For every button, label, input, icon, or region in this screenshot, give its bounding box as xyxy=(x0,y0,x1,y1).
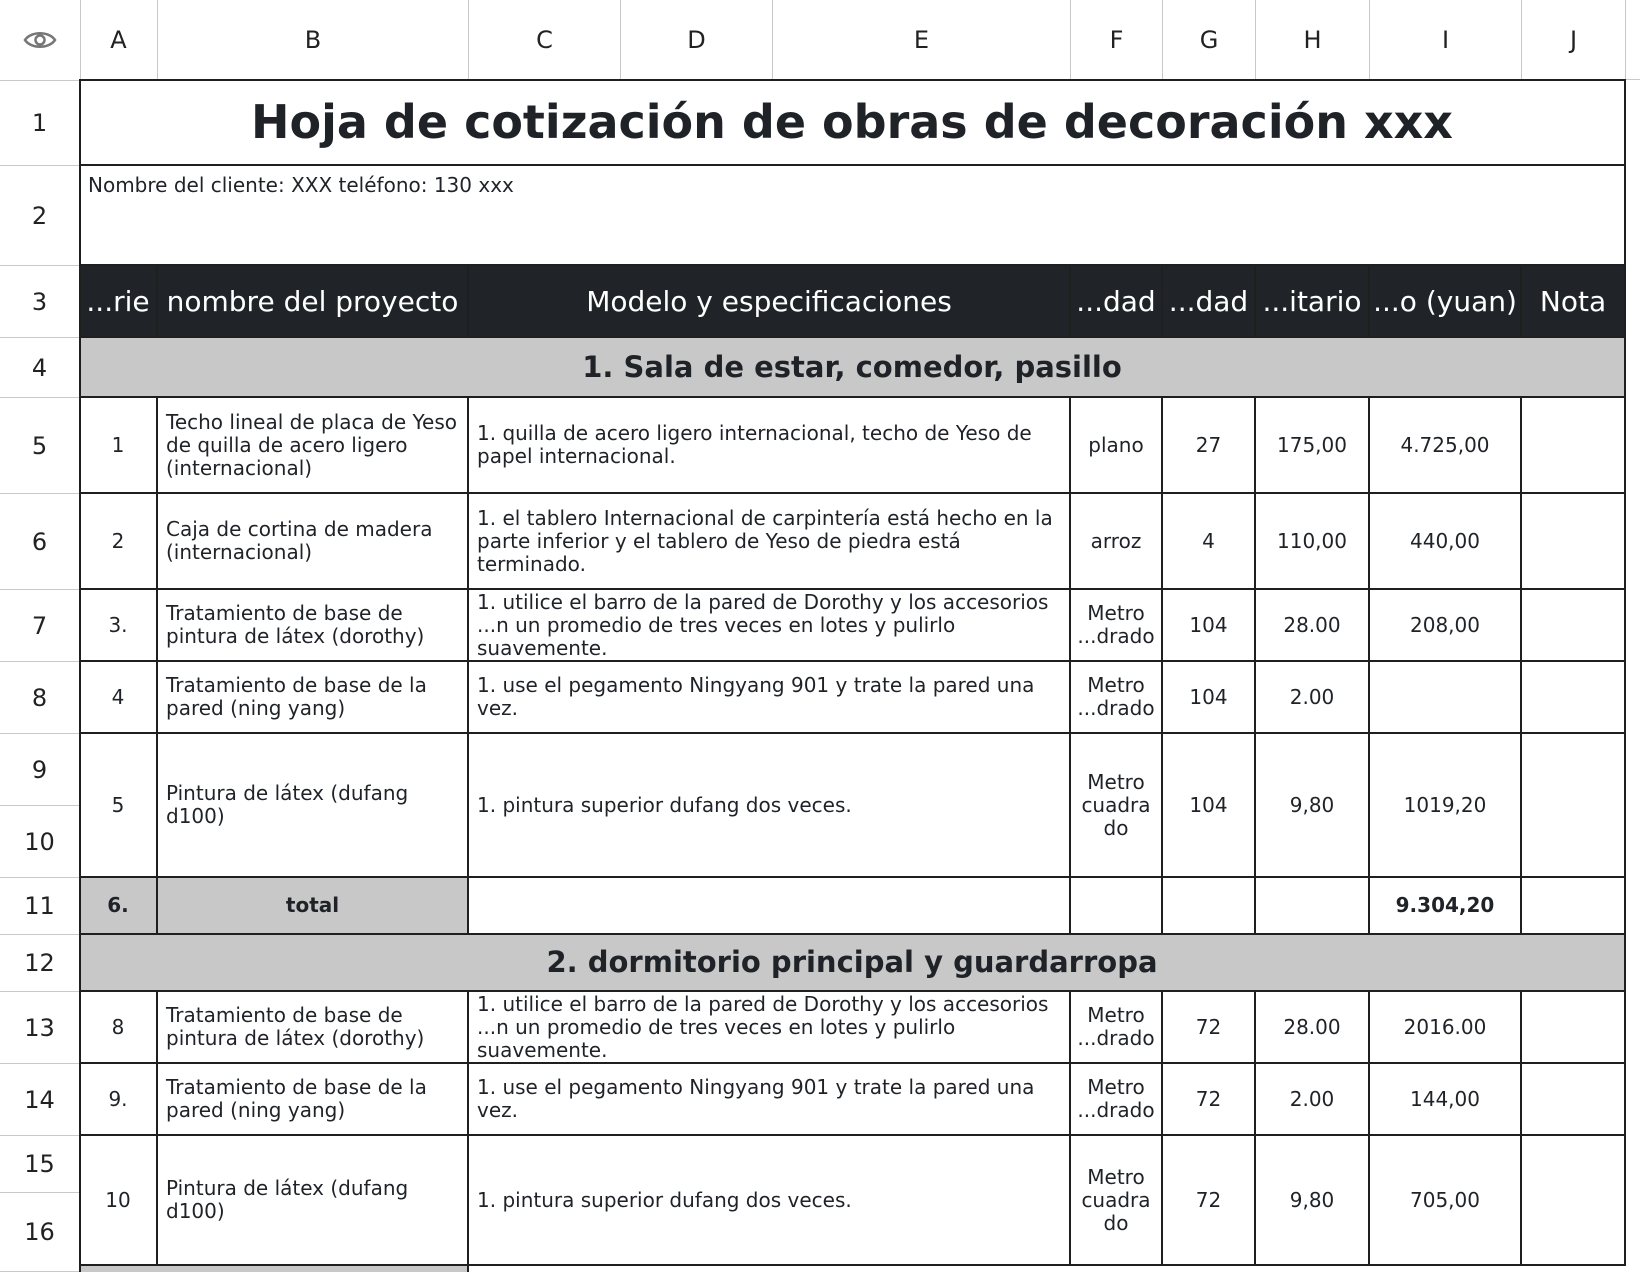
row-header-5[interactable]: 5 xyxy=(0,398,80,494)
item-note[interactable] xyxy=(1522,590,1626,662)
item-quantity[interactable]: 104 xyxy=(1163,734,1256,878)
item-number[interactable]: 3. xyxy=(80,590,158,662)
row-header-11[interactable]: 11 xyxy=(0,878,80,935)
item-name[interactable]: Caja de cortina de madera (internacional) xyxy=(158,494,469,590)
table-border-left xyxy=(79,79,81,1272)
visibility-toggle[interactable] xyxy=(0,0,81,81)
column-header-b[interactable]: B xyxy=(158,0,469,80)
item-unit[interactable]: Metro ...drado xyxy=(1071,590,1163,662)
item-unit-price[interactable]: 175,00 xyxy=(1256,398,1370,494)
item-name[interactable]: Pintura de látex (dufang d100) xyxy=(158,734,469,878)
item-spec[interactable]: 1. use el pegamento Ningyang 901 y trate la pared una vez. xyxy=(469,1064,1071,1136)
header-note[interactable]: Nota xyxy=(1522,266,1626,338)
row-header-15[interactable]: 15 xyxy=(0,1136,80,1193)
item-total[interactable]: 4.725,00 xyxy=(1370,398,1522,494)
item-unit-price[interactable]: 2.00 xyxy=(1256,1064,1370,1136)
column-header-d[interactable]: D xyxy=(621,0,773,80)
next-total-row-peek xyxy=(80,1266,469,1272)
item-quantity[interactable]: 72 xyxy=(1163,1136,1256,1266)
item-total[interactable] xyxy=(1370,662,1522,734)
item-quantity[interactable]: 27 xyxy=(1163,398,1256,494)
column-header-overflow xyxy=(1626,0,1640,80)
next-row-peek xyxy=(469,1266,1626,1272)
item-note[interactable] xyxy=(1522,1064,1626,1136)
column-header-f[interactable]: F xyxy=(1071,0,1163,80)
table-border-top xyxy=(79,79,1626,81)
header-model-specs[interactable]: Modelo y especificaciones xyxy=(469,266,1071,338)
header-project-name[interactable]: nombre del proyecto xyxy=(158,266,469,338)
item-number[interactable]: 10 xyxy=(80,1136,158,1266)
total-row-label[interactable]: total xyxy=(158,878,469,935)
item-spec[interactable]: 1. el tablero Internacional de carpintería está hecho en la parte inferior y el tablero de Yeso de piedra está terminado. xyxy=(469,494,1071,590)
item-spec[interactable]: 1. pintura superior dufang dos veces. xyxy=(469,1136,1071,1266)
header-unit[interactable]: ...dad xyxy=(1071,266,1163,338)
row-header-12[interactable]: 12 xyxy=(0,935,80,992)
item-name[interactable]: Techo lineal de placa de Yeso de quilla de acero ligero (internacional) xyxy=(158,398,469,494)
row-header-1[interactable]: 1 xyxy=(0,80,80,166)
header-quantity[interactable]: ...dad xyxy=(1163,266,1256,338)
item-unit[interactable]: Metro cuadra do xyxy=(1071,1136,1163,1266)
item-total[interactable]: 2016.00 xyxy=(1370,992,1522,1064)
item-number[interactable]: 9. xyxy=(80,1064,158,1136)
row-header-16[interactable]: 16 xyxy=(0,1193,80,1272)
total-row-note[interactable] xyxy=(1522,878,1626,935)
item-quantity[interactable]: 72 xyxy=(1163,1064,1256,1136)
item-total[interactable]: 705,00 xyxy=(1370,1136,1522,1266)
item-name[interactable]: Pintura de látex (dufang d100) xyxy=(158,1136,469,1266)
column-header-j[interactable]: J xyxy=(1522,0,1626,80)
column-header-a[interactable]: A xyxy=(80,0,158,80)
item-unit[interactable]: Metro ...drado xyxy=(1071,992,1163,1064)
item-unit[interactable]: Metro ...drado xyxy=(1071,1064,1163,1136)
sheet-title[interactable]: Hoja de cotización de obras de decoración xxx xyxy=(80,80,1626,166)
column-header-h[interactable]: H xyxy=(1256,0,1370,80)
item-unit-price[interactable]: 9,80 xyxy=(1256,1136,1370,1266)
item-total[interactable]: 440,00 xyxy=(1370,494,1522,590)
item-number[interactable]: 5 xyxy=(80,734,158,878)
column-header-c[interactable]: C xyxy=(469,0,621,80)
client-info[interactable]: Nombre del cliente: XXX teléfono: 130 xxx xyxy=(80,166,1626,266)
total-row-amount[interactable]: 9.304,20 xyxy=(1370,878,1522,935)
item-note[interactable] xyxy=(1522,398,1626,494)
section-heading-2[interactable]: 2. dormitorio principal y guardarropa xyxy=(80,935,1626,992)
row-header-8[interactable]: 8 xyxy=(0,662,80,734)
row-header-6[interactable]: 6 xyxy=(0,494,80,590)
item-quantity[interactable]: 104 xyxy=(1163,662,1256,734)
total-row-unit-price[interactable] xyxy=(1256,878,1370,935)
item-quantity[interactable]: 104 xyxy=(1163,590,1256,662)
row-header-3[interactable]: 3 xyxy=(0,266,80,338)
item-spec[interactable]: 1. use el pegamento Ningyang 901 y trate la pared una vez. xyxy=(469,662,1071,734)
item-unit[interactable]: Metro ...drado xyxy=(1071,662,1163,734)
item-unit[interactable]: plano xyxy=(1071,398,1163,494)
item-number[interactable]: 1 xyxy=(80,398,158,494)
item-note[interactable] xyxy=(1522,662,1626,734)
item-number[interactable]: 4 xyxy=(80,662,158,734)
row-header-4[interactable]: 4 xyxy=(0,338,80,398)
item-spec[interactable]: 1. pintura superior dufang dos veces. xyxy=(469,734,1071,878)
item-name[interactable]: Tratamiento de base de pintura de látex (dorothy) xyxy=(158,992,469,1064)
item-unit-price[interactable]: 110,00 xyxy=(1256,494,1370,590)
item-name[interactable]: Tratamiento de base de la pared (ning yang) xyxy=(158,662,469,734)
item-spec[interactable]: 1. quilla de acero ligero internacional, techo de Yeso de papel internacional. xyxy=(469,398,1071,494)
eye-icon xyxy=(23,29,57,51)
item-unit-price[interactable]: 28.00 xyxy=(1256,590,1370,662)
row-header-2[interactable]: 2 xyxy=(0,166,80,266)
item-quantity[interactable]: 72 xyxy=(1163,992,1256,1064)
row-header-14[interactable]: 14 xyxy=(0,1064,80,1136)
row-header-10[interactable]: 10 xyxy=(0,806,80,878)
item-name[interactable]: Tratamiento de base de la pared (ning yang) xyxy=(158,1064,469,1136)
column-header-g[interactable]: G xyxy=(1163,0,1256,80)
item-note[interactable] xyxy=(1522,734,1626,878)
item-unit-price[interactable]: 2.00 xyxy=(1256,662,1370,734)
total-row-number[interactable]: 6. xyxy=(80,878,158,935)
item-unit[interactable]: Metro cuadra do xyxy=(1071,734,1163,878)
header-price[interactable]: ...o (yuan) xyxy=(1370,266,1522,338)
row-header-7[interactable]: 7 xyxy=(0,590,80,662)
total-row-spec[interactable] xyxy=(469,878,1071,935)
section-heading-1[interactable]: 1. Sala de estar, comedor, pasillo xyxy=(80,338,1626,398)
column-header-i[interactable]: I xyxy=(1370,0,1522,80)
item-unit-price[interactable]: 9,80 xyxy=(1256,734,1370,878)
item-total[interactable]: 1019,20 xyxy=(1370,734,1522,878)
item-number[interactable]: 2 xyxy=(80,494,158,590)
column-header-e[interactable]: E xyxy=(773,0,1071,80)
item-unit[interactable]: arroz xyxy=(1071,494,1163,590)
item-quantity[interactable]: 4 xyxy=(1163,494,1256,590)
item-number[interactable]: 8 xyxy=(80,992,158,1064)
item-note[interactable] xyxy=(1522,494,1626,590)
item-note[interactable] xyxy=(1522,992,1626,1064)
item-note[interactable] xyxy=(1522,1136,1626,1266)
item-total[interactable]: 144,00 xyxy=(1370,1064,1522,1136)
header-unit-price[interactable]: ...itario xyxy=(1256,266,1370,338)
item-spec[interactable]: 1. utilice el barro de la pared de Dorothy y los accesorios ...n un promedio de tres veces en lotes y pulirlo suavemente. xyxy=(469,992,1071,1064)
item-name[interactable]: Tratamiento de base de pintura de látex (dorothy) xyxy=(158,590,469,662)
item-spec[interactable]: 1. utilice el barro de la pared de Dorothy y los accesorios ...n un promedio de tres veces en lotes y pulirlo suavemente. xyxy=(469,590,1071,662)
row-header-9[interactable]: 9 xyxy=(0,734,80,806)
total-row-quantity[interactable] xyxy=(1163,878,1256,935)
item-total[interactable]: 208,00 xyxy=(1370,590,1522,662)
item-unit-price[interactable]: 28.00 xyxy=(1256,992,1370,1064)
total-row-unit[interactable] xyxy=(1071,878,1163,935)
row-header-13[interactable]: 13 xyxy=(0,992,80,1064)
header-serie[interactable]: ...rie xyxy=(80,266,158,338)
